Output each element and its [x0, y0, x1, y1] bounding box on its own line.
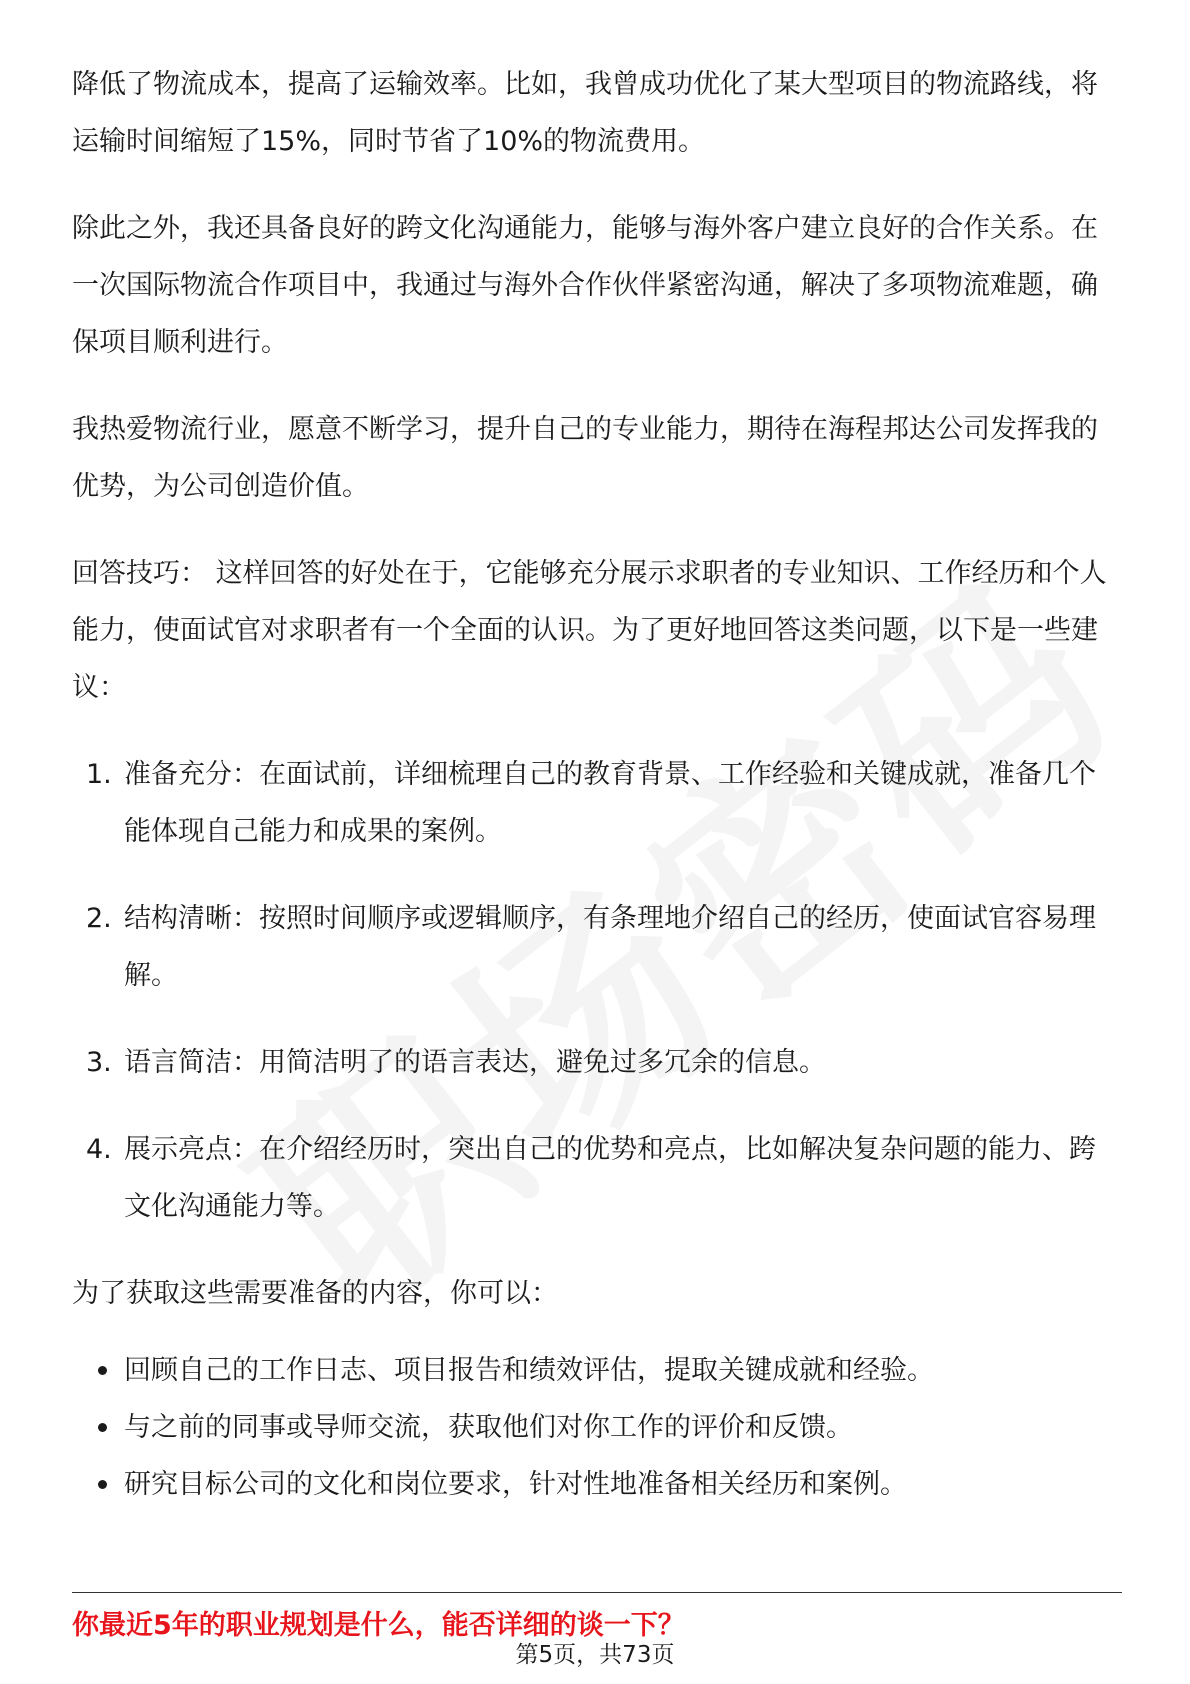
list-number: 4.	[86, 1134, 112, 1165]
next-question-heading: 你最近5年的职业规划是什么，能否详细的谈一下？	[72, 1610, 685, 1641]
list-item	[72, 890, 1122, 1004]
bullet-text: 与之前的同事或导师交流，获取他们对你工作的评价和反馈。	[124, 1412, 853, 1443]
bullet-dot-icon	[98, 1423, 107, 1432]
suggestion-list	[72, 746, 1122, 1235]
list-item-text: 展示亮点：在介绍经历时，突出自己的优势和亮点，比如解决复杂问题的能力、跨文化沟通能力等。	[124, 1134, 1096, 1222]
list-number: 3.	[86, 1047, 112, 1078]
bullet-item	[72, 1342, 1122, 1399]
bullet-dot-icon	[98, 1366, 107, 1375]
list-item-text: 准备充分：在面试前，详细梳理自己的教育背景、工作经验和关键成就，准备几个能体现自己能力和成果的案例。	[124, 759, 1096, 847]
section-divider	[72, 1592, 1122, 1593]
bullet-item	[72, 1456, 1122, 1513]
list-number: 2.	[86, 903, 112, 934]
page-number: 第5页，共73页	[515, 1642, 675, 1668]
list-item	[72, 1121, 1122, 1235]
bullet-text: 回顾自己的工作日志、项目报告和绩效评估，提取关键成就和经验。	[124, 1355, 934, 1386]
paragraph-passion: 我热爱物流行业，愿意不断学习，提升自己的专业能力，期待在海程邦达公司发挥我的优势，为公司创造价值。	[72, 414, 1098, 502]
paragraph-answer-tips: 回答技巧： 这样回答的好处在于，它能够充分展示求职者的专业知识、工作经历和个人能力，使面试官对求职者有一个全面的认识。为了更好地回答这类问题，以下是一些建议：	[72, 558, 1107, 703]
bullet-item	[72, 1399, 1122, 1456]
document-body	[72, 56, 1122, 1513]
list-item	[72, 1034, 1122, 1091]
preparation-bullet-list	[72, 1342, 1122, 1513]
paragraph-cross-cultural: 除此之外，我还具备良好的跨文化沟通能力，能够与海外客户建立良好的合作关系。在一次国际物流合作项目中，我通过与海外合作伙伴紧密沟通，解决了多项物流难题，确保项目顺利进行。	[72, 213, 1098, 358]
list-item-text: 结构清晰：按照时间顺序或逻辑顺序，有条理地介绍自己的经历，使面试官容易理解。	[124, 903, 1096, 991]
bullet-dot-icon	[98, 1480, 107, 1489]
bullet-text: 研究目标公司的文化和岗位要求，针对性地准备相关经历和案例。	[124, 1469, 907, 1500]
list-item-text: 语言简洁：用简洁明了的语言表达，避免过多冗余的信息。	[124, 1047, 826, 1078]
list-number: 1.	[86, 759, 112, 790]
paragraph-logistics-cost: 降低了物流成本，提高了运输效率。比如，我曾成功优化了某大型项目的物流路线，将运输时间缩短了15%，同时节省了10%的物流费用。	[72, 69, 1098, 157]
list-item	[72, 746, 1122, 860]
paragraph-prepare-intro: 为了获取这些需要准备的内容，你可以：	[72, 1278, 558, 1309]
